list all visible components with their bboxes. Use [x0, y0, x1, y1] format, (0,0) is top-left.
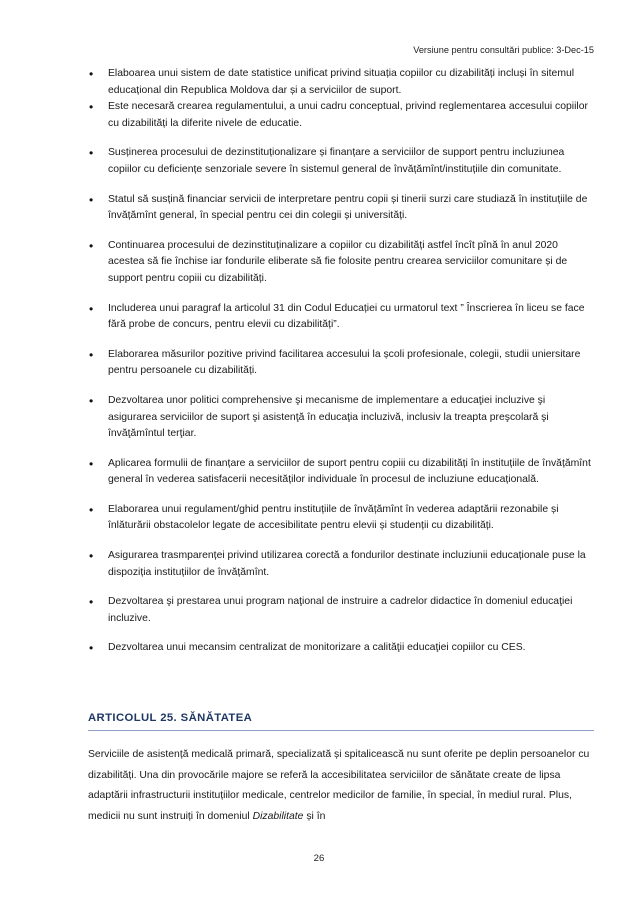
section-paragraph — [88, 745, 594, 828]
list-item: • Includerea unui paragraf la articolul 31 din Codul Educației cu urmatorul text ” Înscrierea în liceu se face fără probe de concurs, pentru elevii cu dizabilități”. — [108, 301, 594, 334]
paragraph-text: Serviciile de asistență medicală primară, specializată și spitalicească nu sunt oferite pe deplin persoanelor cu dizabilități. Una din provocările majore se referă la accesibilitatea serviciilor de sănătate create de lipsa adaptării infrastructurii instituțiilor medicale, centrelor medicilor de familie, în special, în mediul rural. Plus, medicii nu sunt instruiți în domeniul — [88, 749, 590, 823]
list-item: • Dezvoltarea unor politici comprehensive şi mecanisme de implementare a educaţiei incluzive şi asigurarea serviciilor de suport şi asistenţă în educaţia incluzivă, inclusiv la treapta preşcolară şi învăţămîntul terţiar. — [108, 393, 594, 443]
section-heading: ARTICOLUL 25. SĂNĂTATEA — [88, 712, 594, 731]
paragraph-emphasis: Dizabilitate — [252, 811, 304, 823]
list-item: • Statul să susțină financiar servicii de interpretare pentru copii și tinerii surzi care studiază în instituțiile de învățămînt general, în special pentru cei din colegii și universități. — [108, 192, 594, 225]
page-number: 26 — [313, 853, 325, 864]
page-header: Versiune pentru consultări publice: 3-Dec-15 — [413, 45, 594, 55]
list-item: • Aplicarea formulii de finanțare a serviciilor de suport pentru copiii cu dizabilități în instituțiile de învățămînt general în vederea satisfacerii necesităților individuale în procesul de incluziune educațională. — [108, 456, 594, 489]
list-item: • Elaborarea unui regulament/ghid pentru instituțiile de învățămînt în vederea adaptării rezonabile și înlăturării obstacolelor legate de accesibilitate pentru elevii și studenții cu dizabilități. — [108, 502, 594, 535]
list-item: • Asigurarea trasmparenței privind utilizarea corectă a fondurilor destinate incluziunii educaționale puse la dispoziția instituțiilor de învățămînt. — [108, 548, 594, 581]
list-item: • Este necesară crearea regulamentului, a unui cadru conceptual, privind reglementarea accesului copiilor cu dizabilități la diferite nivele de educatie. — [108, 99, 594, 132]
paragraph-tail: și în — [303, 811, 326, 823]
list-item: • Elaborarea măsurilor pozitive privind facilitarea accesului la școli profesionale, colegii, studii uniersitare pentru persoanele cu dizabilități. — [108, 347, 594, 380]
list-item: • Susținerea procesului de dezinstituționalizare și finanțare a serviciilor de support pentru incluziunea copiilor cu deficiențe senzoriale severe în sistemul general de învățămînt/instituțiile din comunitate. — [108, 145, 594, 178]
list-item: • Dezvoltarea unui mecansim centralizat de monitorizare a calităţii educaţiei copiilor cu CES. — [108, 640, 594, 657]
list-item: • Continuarea procesului de dezinstituținalizare a copiilor cu dizabilități astfel încît pînă în anul 2020 acestea să fie închise iar fondurile eliberate să fie folosite pentru crearea serviciilor comunitare și de support pentru copiii cu dizabilități. — [108, 238, 594, 288]
list-item: • Dezvoltarea şi prestarea unui program naţional de instruire a cadrelor didactice în domeniul educaţiei incluzive. — [108, 594, 594, 627]
recommendations-list — [108, 66, 594, 657]
list-item: • Elaboarea unui sistem de date statistice unificat privind situația copiilor cu dizabilități incluși în sitemul educațional din Republica Moldova dar și a serviciilor de suport. — [108, 66, 594, 99]
